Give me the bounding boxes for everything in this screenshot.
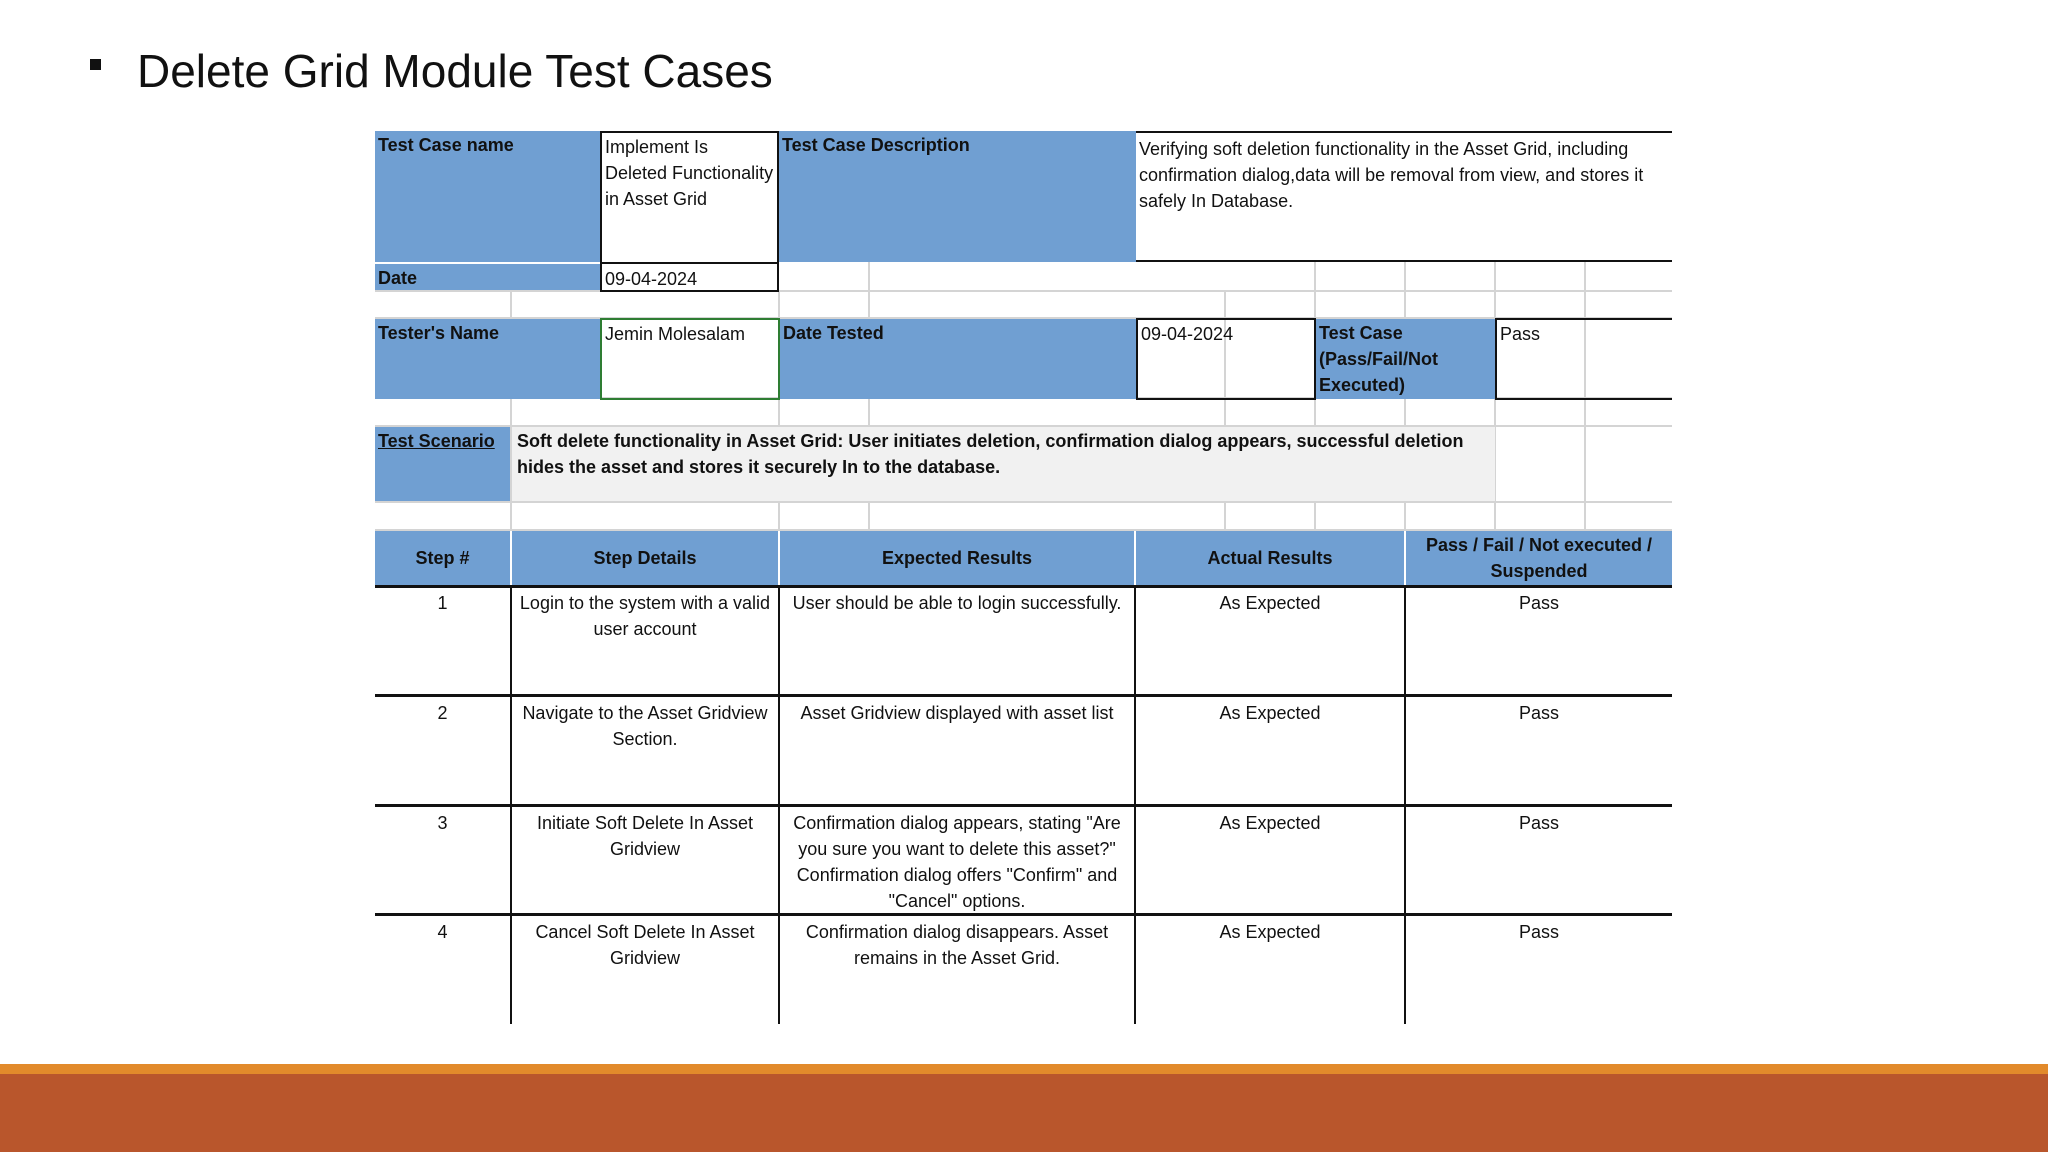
table-border (1134, 587, 1136, 1024)
test-case-name-label: Test Case name (375, 131, 600, 262)
step-status: Pass (1518, 922, 1560, 942)
scenario-value: Soft delete functionality in Asset Grid: User initiates deletion, confirmation dialog appears, successful deletion hides the asset and stores it securely In to the database. (512, 427, 1495, 501)
spreadsheet-image (375, 131, 1672, 1024)
actual-result: As Expected (1219, 813, 1321, 833)
footer-accent-line (0, 1064, 2048, 1074)
tester-label: Tester's Name (375, 319, 600, 399)
date-label: Date (375, 264, 600, 290)
column-header-status: Pass / Fail / Not executed / Suspended (1406, 531, 1672, 585)
table-border (375, 694, 1672, 697)
expected-result: Confirmation dialog disappears. Asset remains in the Asset Grid. (805, 922, 1109, 968)
scenario-label: Test Scenario (375, 427, 510, 501)
table-border (510, 587, 512, 1024)
status-value: Pass (1495, 318, 1672, 400)
tester-value: Jemin Molesalam (600, 318, 780, 400)
step-details: Cancel Soft Delete In Asset Gridview (535, 922, 755, 968)
slide-title-text: Delete Grid Module Test Cases (137, 45, 773, 97)
description-value: Verifying soft deletion functionality in the Asset Grid, including confirmation dialog,data will be removal from view, and stores it safely In Database. (1136, 131, 1672, 262)
step-number: 1 (437, 593, 448, 613)
table-border (375, 913, 1672, 916)
table-border (375, 804, 1672, 807)
step-status: Pass (1518, 703, 1560, 723)
test-case-name-value: Implement Is Deleted Functionality in Asset Grid (600, 131, 779, 264)
actual-result: As Expected (1219, 593, 1321, 613)
column-header-step-details: Step Details (512, 531, 778, 585)
actual-result: As Expected (1219, 922, 1321, 942)
table-border (778, 587, 780, 1024)
status-label: Test Case (Pass/Fail/Not Executed) (1316, 319, 1495, 399)
step-status: Pass (1518, 593, 1560, 613)
date-value: 09-04-2024 (600, 262, 779, 292)
step-number: 3 (437, 813, 448, 833)
column-header-actual-results: Actual Results (1136, 531, 1404, 585)
date-tested-label: Date Tested (780, 319, 1136, 399)
bullet-icon (90, 59, 101, 70)
column-header-step: Step # (375, 531, 510, 585)
expected-result: Asset Gridview displayed with asset list (800, 703, 1114, 723)
expected-result: User should be able to login successfully. (792, 593, 1122, 613)
description-label: Test Case Description (779, 131, 1136, 262)
date-tested-value: 09-04-2024 (1136, 318, 1316, 400)
table-border (375, 585, 1672, 588)
footer-bar (0, 1074, 2048, 1152)
step-number: 4 (437, 922, 448, 942)
expected-result: Confirmation dialog appears, stating "Are you sure you want to delete this asset?" Confirmation dialog offers "Confirm" and "Cancel" options. (793, 813, 1121, 911)
step-number: 2 (437, 703, 448, 723)
step-status: Pass (1518, 813, 1560, 833)
step-details: Initiate Soft Delete In Asset Gridview (536, 813, 754, 859)
step-details: Navigate to the Asset Gridview Section. (522, 703, 768, 749)
table-border (1404, 587, 1406, 1024)
slide-title (90, 44, 773, 98)
step-details: Login to the system with a valid user account (519, 593, 771, 639)
column-header-expected-results: Expected Results (780, 531, 1134, 585)
actual-result: As Expected (1219, 703, 1321, 723)
